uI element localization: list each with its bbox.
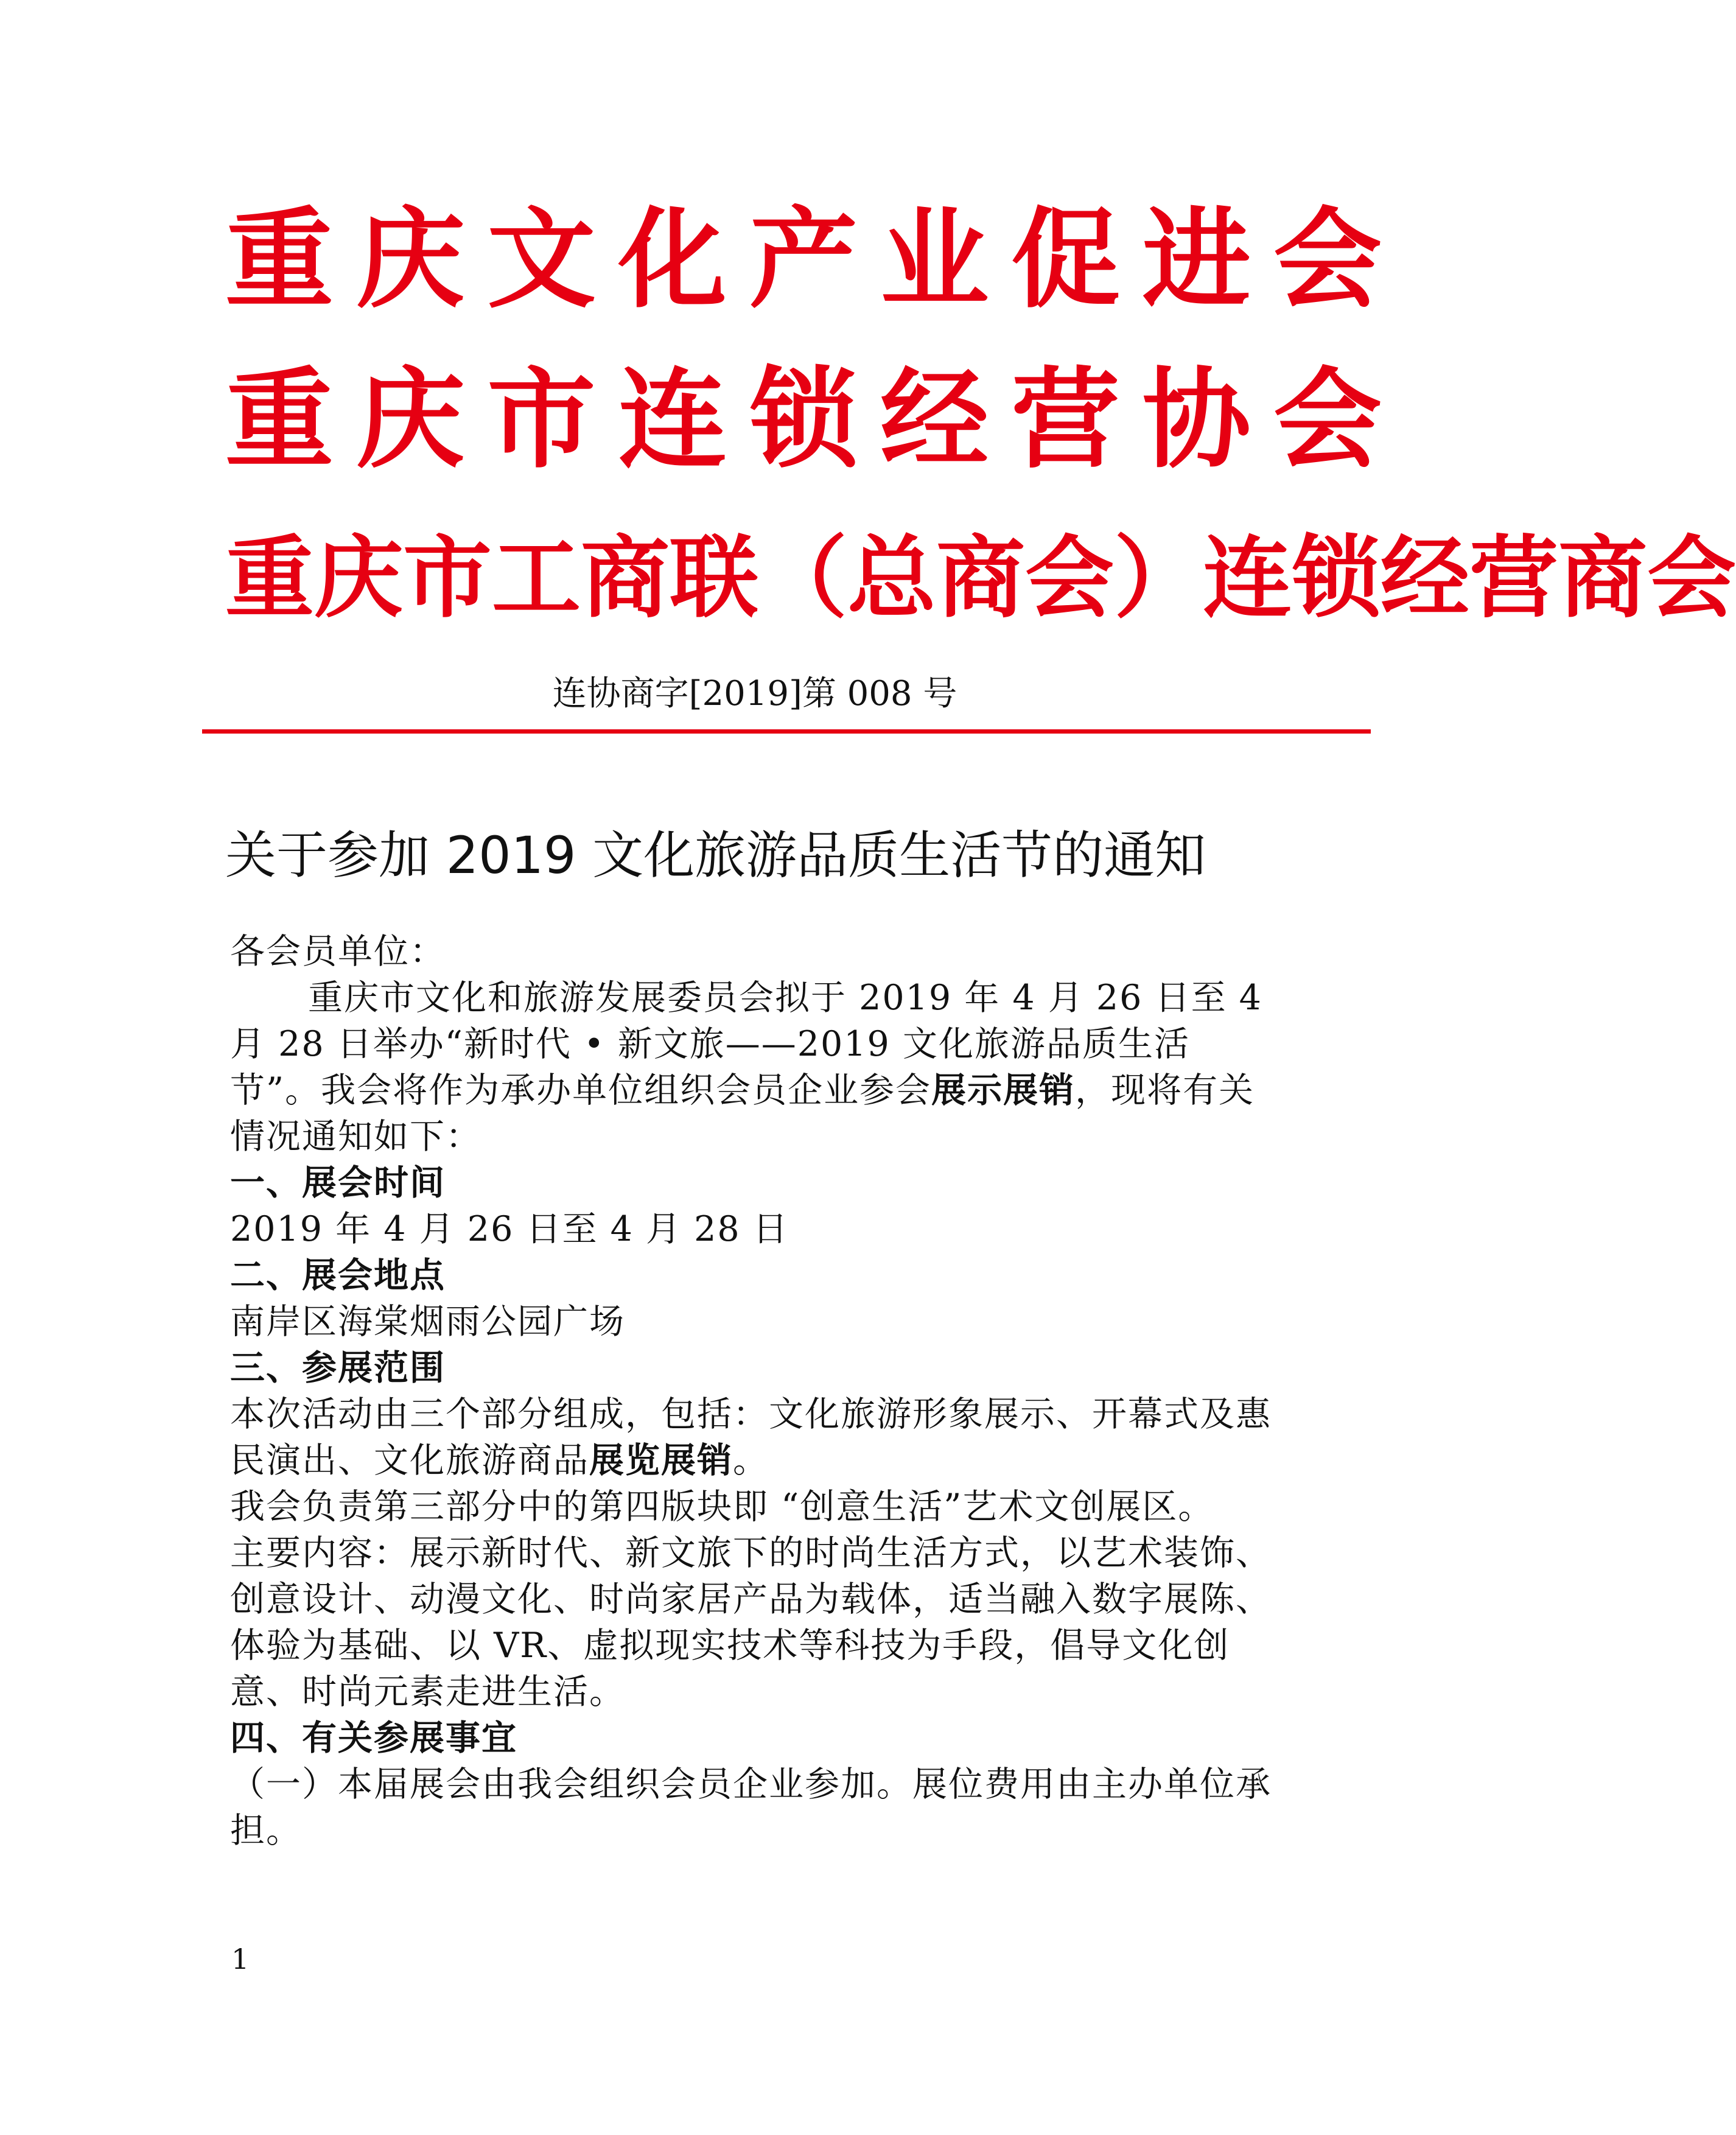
issuer-char: 会） [1025, 527, 1203, 630]
issuer-char: 化 [618, 197, 727, 323]
issuer-char: 重 [225, 527, 314, 630]
intro-text-2: ，现将有关情况通知如下： [230, 1070, 1255, 1157]
intro-emphasis: 展示展销 [931, 1070, 1076, 1110]
issuer-char: 促 [1011, 197, 1120, 323]
section-3-paragraph-1 [230, 1391, 1277, 1484]
issuer-name-line-2 [225, 356, 1382, 484]
issuer-char: 商 [936, 527, 1025, 630]
issuer-char: 营 [1011, 357, 1120, 483]
issuer-name-line-1 [225, 196, 1382, 324]
issuer-char: 会 [1647, 527, 1736, 630]
issuer-char: 庆 [356, 357, 465, 483]
issuer-char: 进 [1142, 197, 1251, 323]
issuer-char: 会 [1273, 197, 1382, 323]
intro-text-1: 重庆市文化和旅游发展委员会拟于 2019 年 4 月 26 日至 4 月 28 日举办“新时代 • 新文旅——2019 文化旅游品质生活节”。我会将作为承办单位组织会员企业参会 [230, 978, 1262, 1110]
section-3-paragraph-2: 我会负责第三部分中的第四版块即 “创意生活”艺术文创展区。 [230, 1487, 1214, 1527]
issuer-char: 文 [487, 197, 596, 323]
issuer-char: 联 [670, 527, 758, 630]
section-2-heading: 二、展会地点 [230, 1255, 446, 1295]
issuer-name-line-3 [225, 521, 1736, 636]
notice-title: 关于参加 2019 文化旅游品质生活节的通知 [225, 826, 1206, 885]
issuer-char: 锁 [1292, 527, 1381, 630]
issuer-char: 会 [1273, 357, 1382, 483]
issuer-char: 营 [1469, 527, 1558, 630]
section-4-item-1: （一）本届展会由我会组织会员企业参加。展位费用由主办单位承担。 [230, 1764, 1272, 1851]
document-number: 连协商字[2019]第 008 号 [552, 674, 957, 713]
issuer-char: 市 [403, 527, 492, 630]
section-4-heading: 四、有关参展事宜 [230, 1717, 517, 1758]
issuer-char: 市 [487, 357, 596, 483]
section-2-text: 南岸区海棠烟雨公园广场 [230, 1302, 625, 1342]
issuer-char: 庆 [314, 527, 403, 630]
issuer-char: 重 [225, 197, 334, 323]
issuer-char: 经 [1381, 527, 1469, 630]
red-divider-line [202, 729, 1371, 734]
issuer-char: （总 [758, 527, 936, 630]
issuer-char: 连 [618, 357, 727, 483]
issuer-char: 连 [1203, 527, 1292, 630]
issuer-char: 产 [749, 197, 858, 323]
section-3-text-1: 本次活动由三个部分组成，包括：文化旅游形象展示、开幕式及惠民演出、文化旅游商品 [230, 1394, 1272, 1481]
section-3-emphasis: 展览展销 [589, 1440, 733, 1481]
issuer-char: 协 [1142, 357, 1251, 483]
salutation: 各会员单位： [230, 931, 446, 972]
issuer-char: 业 [880, 197, 989, 323]
section-1-heading: 一、展会时间 [230, 1162, 446, 1203]
issuer-char: 工 [492, 527, 581, 630]
issuer-char: 锁 [749, 357, 858, 483]
issuer-char: 庆 [356, 197, 465, 323]
section-1-text: 2019 年 4 月 26 日至 4 月 28 日 [230, 1209, 789, 1249]
section-3-text-2: 。 [733, 1440, 769, 1481]
issuer-char: 商 [581, 527, 670, 630]
section-3-heading: 三、参展范围 [230, 1347, 446, 1388]
intro-paragraph [230, 975, 1277, 1160]
page-number: 1 [231, 1943, 250, 1975]
issuer-char: 商 [1558, 527, 1647, 630]
section-3-paragraph-3: 主要内容：展示新时代、新文旅下的时尚生活方式，以艺术装饰、创意设计、动漫文化、时尚家居产品为载体，适当融入数字展陈、体验为基础、以 VR、虚拟现实技术等科技为手段，倡导文化创意、时尚元素走进生活。 [230, 1533, 1272, 1712]
issuer-char: 经 [880, 357, 989, 483]
issuer-char: 重 [225, 357, 334, 483]
notice-body [230, 928, 1277, 1854]
